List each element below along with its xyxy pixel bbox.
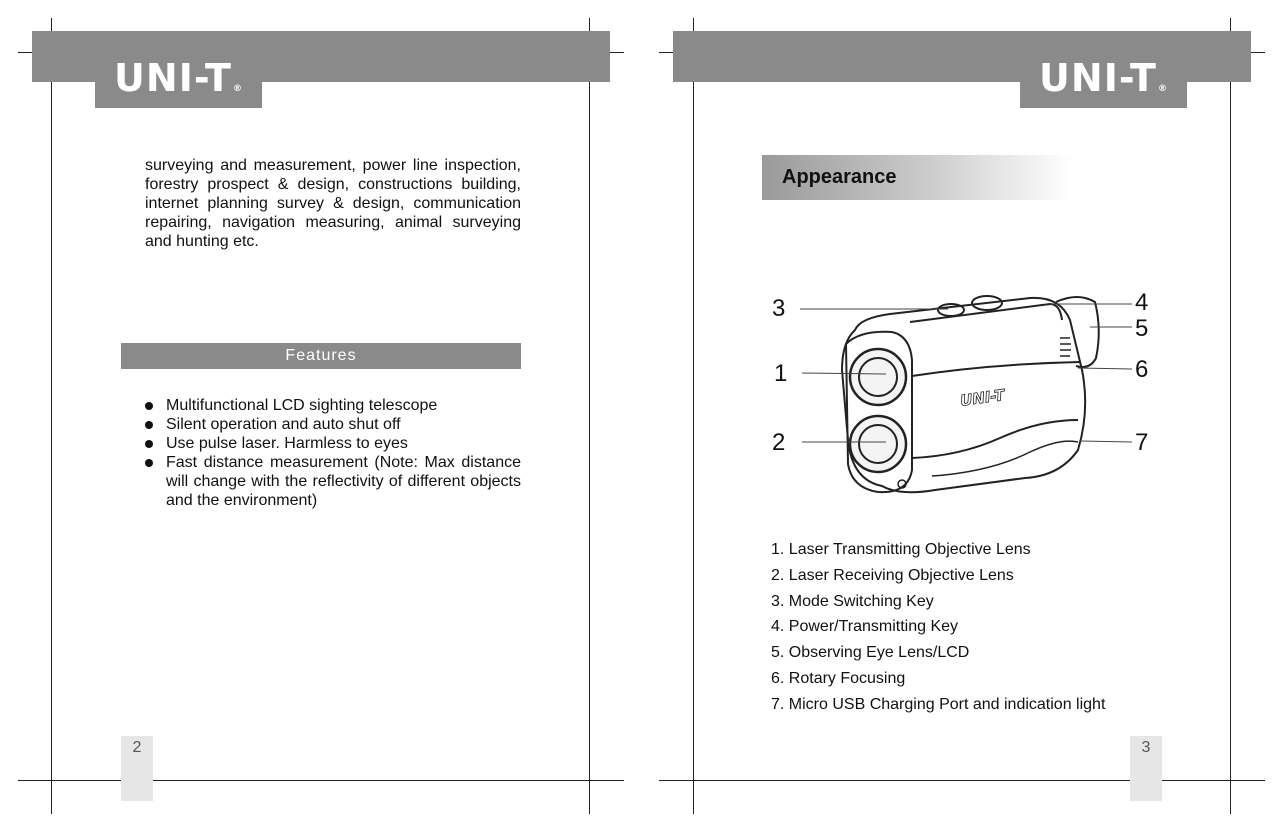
crop-mark (589, 18, 590, 814)
feature-text: Multifunctional LCD sighting telescope (166, 397, 438, 414)
rangefinder-diagram (760, 280, 1160, 520)
list-item (139, 415, 521, 434)
callout-1: 1 (774, 360, 788, 387)
list-item: 6. Rotary Focusing (771, 669, 906, 687)
registered-mark: ® (232, 84, 243, 94)
page-number: 3 (1130, 736, 1162, 801)
bullet-icon (145, 421, 153, 429)
registered-mark: ® (1157, 84, 1168, 94)
logo-text: UNI-T (114, 56, 232, 100)
list-item (139, 434, 521, 453)
intro-paragraph: surveying and measurement, power line inspection, forestry prospect & design, constructions building, internet planning survey & design, communication repairing, navigation measuring, animal surveying and hunting etc. (145, 157, 521, 250)
callout-2: 2 (772, 429, 786, 456)
mode-key-icon (938, 304, 964, 316)
crop-mark (610, 52, 624, 53)
list-item: 3. Mode Switching Key (771, 592, 934, 610)
callout-6: 6 (1135, 356, 1149, 383)
bullet-icon (145, 402, 153, 410)
feature-text: Fast distance measurement (Note: Max distance will change with the reflectivity of different objects and the environment) (166, 454, 521, 509)
crop-mark (659, 52, 673, 53)
device-brand-label: UNI-T (959, 385, 1006, 410)
list-item: 7. Micro USB Charging Port and indication light (771, 695, 1106, 713)
list-item: 5. Observing Eye Lens/LCD (771, 644, 970, 662)
leader-line (1080, 441, 1132, 442)
crop-mark (693, 18, 694, 814)
section-title: Appearance (762, 155, 1072, 200)
crop-mark (18, 780, 624, 781)
callout-5: 5 (1135, 315, 1149, 342)
crop-mark (1230, 18, 1231, 814)
list-item (139, 453, 521, 510)
list-item (139, 396, 521, 415)
feature-text: Silent operation and auto shut off (166, 416, 401, 433)
list-item: 4. Power/Transmitting Key (771, 618, 959, 636)
feature-text: Use pulse laser. Harmless to eyes (166, 435, 408, 452)
page-number: 2 (121, 736, 153, 801)
features-heading: Features (121, 343, 521, 369)
features-list (139, 396, 521, 510)
crop-mark (51, 18, 52, 814)
crop-mark (1251, 52, 1265, 53)
brand-logo (95, 46, 262, 108)
logo-text: UNI-T (1039, 56, 1157, 100)
bullet-icon (145, 459, 153, 467)
callout-4: 4 (1135, 289, 1149, 316)
list-item: 1. Laser Transmitting Objective Lens (771, 541, 1031, 558)
crop-mark (659, 780, 1265, 781)
bullet-icon (145, 440, 153, 448)
crop-mark (18, 52, 32, 53)
callout-3: 3 (772, 295, 786, 322)
list-item: 2. Laser Receiving Objective Lens (771, 566, 1014, 584)
parts-list (771, 537, 1105, 718)
callout-7: 7 (1135, 429, 1149, 456)
brand-logo (1020, 46, 1187, 108)
leader-line (1078, 368, 1132, 369)
